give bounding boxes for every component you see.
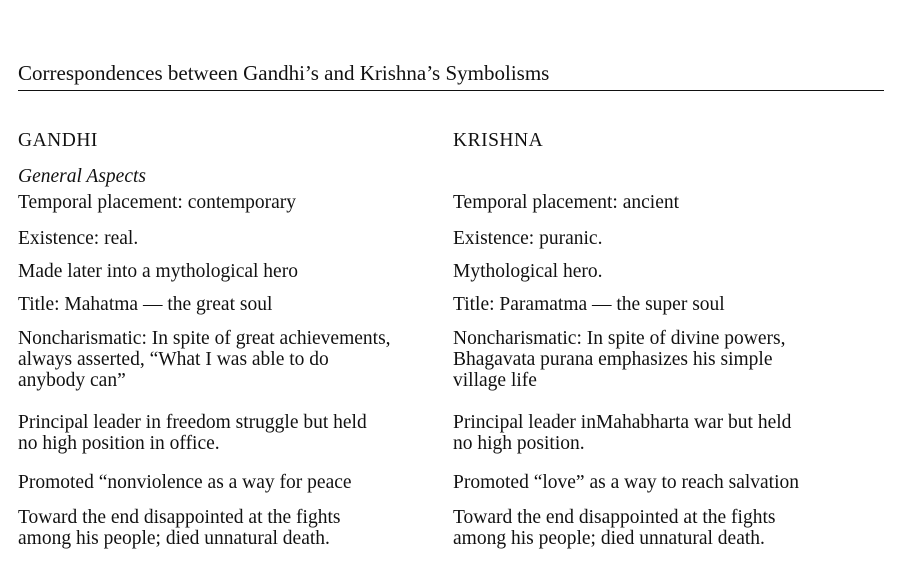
gandhi-aspect-row	[18, 412, 448, 454]
gandhi-aspect-row	[18, 507, 448, 549]
column-header-krishna: KRISHNA	[453, 130, 544, 151]
aspect-text-line: Existence: puranic.	[453, 228, 603, 249]
section-subhead: General Aspects	[18, 166, 146, 187]
krishna-aspect-row	[453, 412, 883, 454]
aspect-text-line: Temporal placement: contemporary	[18, 192, 297, 213]
aspect-text-line: Promoted “love” as a way to reach salvation	[453, 472, 800, 493]
gandhi-aspect-row	[18, 328, 448, 391]
aspect-text-line: among his people; died unnatural death.	[18, 528, 330, 549]
aspect-text-line: Principal leader inMahabharta war but held	[453, 412, 792, 433]
krishna-aspect-row	[453, 261, 883, 282]
aspect-text-line: Toward the end disappointed at the fights	[453, 507, 776, 528]
aspect-text-line: Title: Paramatma — the super soul	[453, 294, 725, 315]
aspect-text-line: Noncharismatic: In spite of great achievements,	[18, 328, 391, 349]
gandhi-aspect-row	[18, 294, 448, 315]
aspect-text-line: Title: Mahatma — the great soul	[18, 294, 273, 315]
aspect-text-line: anybody can”	[18, 370, 126, 391]
aspect-text-line: Temporal placement: ancient	[453, 192, 680, 213]
aspect-text-line: no high position.	[453, 433, 585, 454]
krishna-aspect-row	[453, 507, 883, 549]
aspect-text-line: village life	[453, 370, 537, 391]
gandhi-aspect-row	[18, 228, 448, 249]
title-underline	[18, 90, 884, 91]
aspect-text-line: Existence: real.	[18, 228, 139, 249]
aspect-text-line: no high position in office.	[18, 433, 220, 454]
aspect-text-line: always asserted, “What I was able to do	[18, 349, 329, 370]
krishna-aspect-row	[453, 472, 883, 493]
table-title: Correspondences between Gandhi’s and Krishna’s Symbolisms	[18, 61, 550, 85]
aspect-text-line: Bhagavata purana emphasizes his simple	[453, 349, 773, 370]
aspect-text-line: Noncharismatic: In spite of divine powers,	[453, 328, 786, 349]
column-header-gandhi: GANDHI	[18, 130, 98, 151]
aspect-text-line: among his people; died unnatural death.	[453, 528, 765, 549]
krishna-aspect-row	[453, 192, 883, 213]
aspect-text-line: Principal leader in freedom struggle but held	[18, 412, 367, 433]
gandhi-aspect-row	[18, 472, 448, 493]
gandhi-aspect-row	[18, 261, 448, 282]
aspect-text-line: Made later into a mythological hero	[18, 261, 298, 282]
aspect-text-line: Toward the end disappointed at the fights	[18, 507, 341, 528]
krishna-aspect-row	[453, 328, 883, 391]
krishna-aspect-row	[453, 228, 883, 249]
gandhi-aspect-row	[18, 192, 448, 213]
aspect-text-line: Promoted “nonviolence as a way for peace	[18, 472, 352, 493]
aspect-text-line: Mythological hero.	[453, 261, 603, 282]
krishna-aspect-row	[453, 294, 883, 315]
